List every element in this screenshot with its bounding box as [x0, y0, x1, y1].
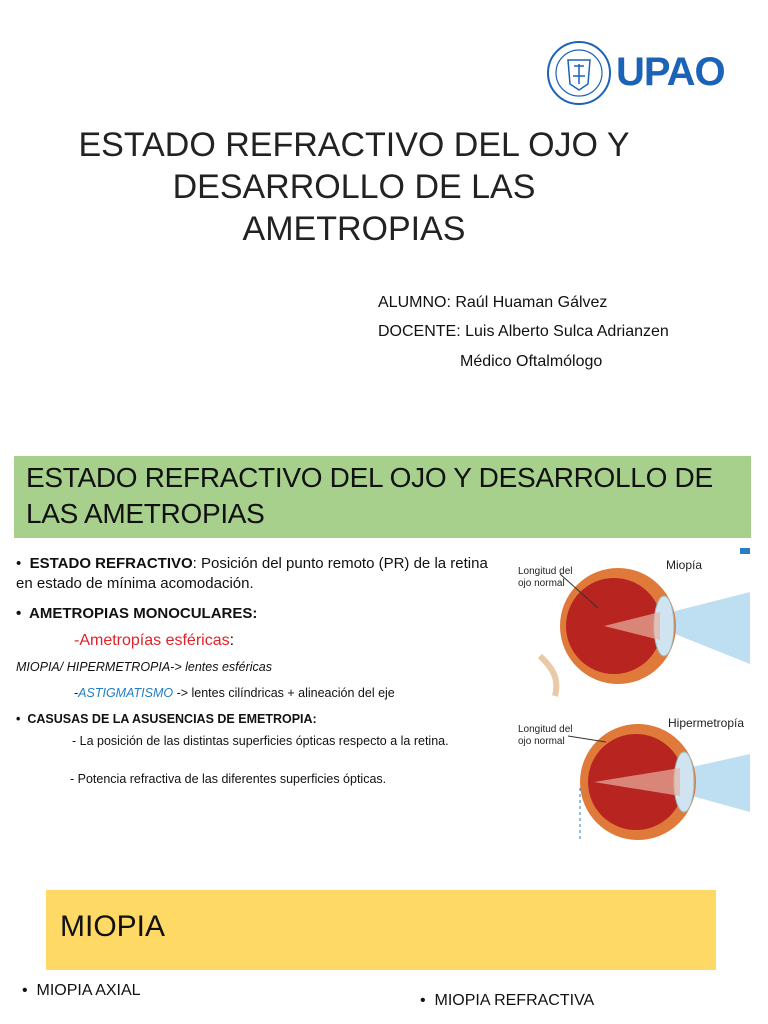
bullet-ametropias: • AMETROPIAS MONOCULARES:: [16, 605, 258, 622]
subbullet-miopia-hipermetropia: MIOPIA/ HIPERMETROPIA-> lentes esféricas: [16, 660, 272, 674]
slide3-title: MIOPIA: [60, 910, 166, 943]
subbullet-label: -Ametropías esféricas: [74, 632, 230, 649]
subbullet-colon: :: [229, 632, 235, 649]
university-seal-icon: [546, 40, 612, 106]
bullet-label: MIOPIA REFRACTIVA: [434, 992, 595, 1009]
bullet-estado-refractivo: • ESTADO REFRACTIVO: Posición del punto remoto (PR) de la retina en estado de mínima acomodación.: [16, 555, 488, 592]
bullet-miopia-refractiva: • MIOPIA REFRACTIVA: [420, 992, 595, 1009]
bullet-text: : Posición del punto remoto (PR) de la retina en estado de mínima acomodación.: [16, 555, 488, 592]
causa-posicion: [40, 732, 480, 750]
hyperopia-eye-figure: [514, 712, 752, 844]
title-line: ESTADO REFRACTIVO DEL OJO Y: [78, 126, 630, 164]
fig1-name: Miopía: [666, 558, 703, 572]
bullet-label: CASUSAS DE LA ASUSENCIAS DE EMETROPIA:: [27, 712, 317, 726]
astigmatismo-label: ASTIGMATISMO: [78, 686, 174, 700]
astigmatismo-text: -> lentes cilíndricas + alineación del eje: [173, 686, 395, 700]
logo-text: UPAO: [616, 50, 725, 94]
myopia-eye-figure: [500, 546, 752, 708]
subbullet-astigmatismo: -ASTIGMATISMO -> lentes cilíndricas + alineación del eje: [74, 686, 395, 700]
slide1-title: [40, 124, 668, 250]
title-line: DESARROLLO DE LAS: [172, 168, 536, 206]
fig1-label: Longitud del ojo normal: [518, 566, 573, 589]
bullet-miopia-axial: • MIOPIA AXIAL: [22, 982, 141, 999]
bullet-label: AMETROPIAS MONOCULARES:: [29, 605, 258, 622]
fig2-label: Longitud del ojo normal: [518, 724, 573, 747]
bullet-label: MIOPIA AXIAL: [36, 982, 141, 999]
title-line: AMETROPIAS: [242, 210, 466, 248]
upao-logo: [546, 40, 725, 106]
bullet-label: ESTADO REFRACTIVO: [29, 555, 193, 572]
docente-role: Médico Oftalmólogo: [460, 353, 603, 370]
slide2-title: ESTADO REFRACTIVO DEL OJO Y DESARROLLO DE LAS AMETROPIAS: [26, 462, 713, 529]
bullet-causas: • CASUSAS DE LA ASUSENCIAS DE EMETROPIA:: [16, 712, 317, 726]
subbullet-esfericas: [74, 632, 234, 650]
alumno-line: ALUMNO: Raúl Huaman Gálvez: [378, 294, 608, 311]
causa-posicion-text: - La posición de las distintas superficies ópticas respecto a la retina.: [72, 734, 449, 748]
docente-line: DOCENTE: Luis Alberto Sulca Adrianzen: [378, 323, 669, 340]
fig2-name: Hipermetropía: [668, 716, 745, 730]
causa-potencia: - Potencia refractiva de las diferentes superficies ópticas.: [70, 772, 387, 786]
